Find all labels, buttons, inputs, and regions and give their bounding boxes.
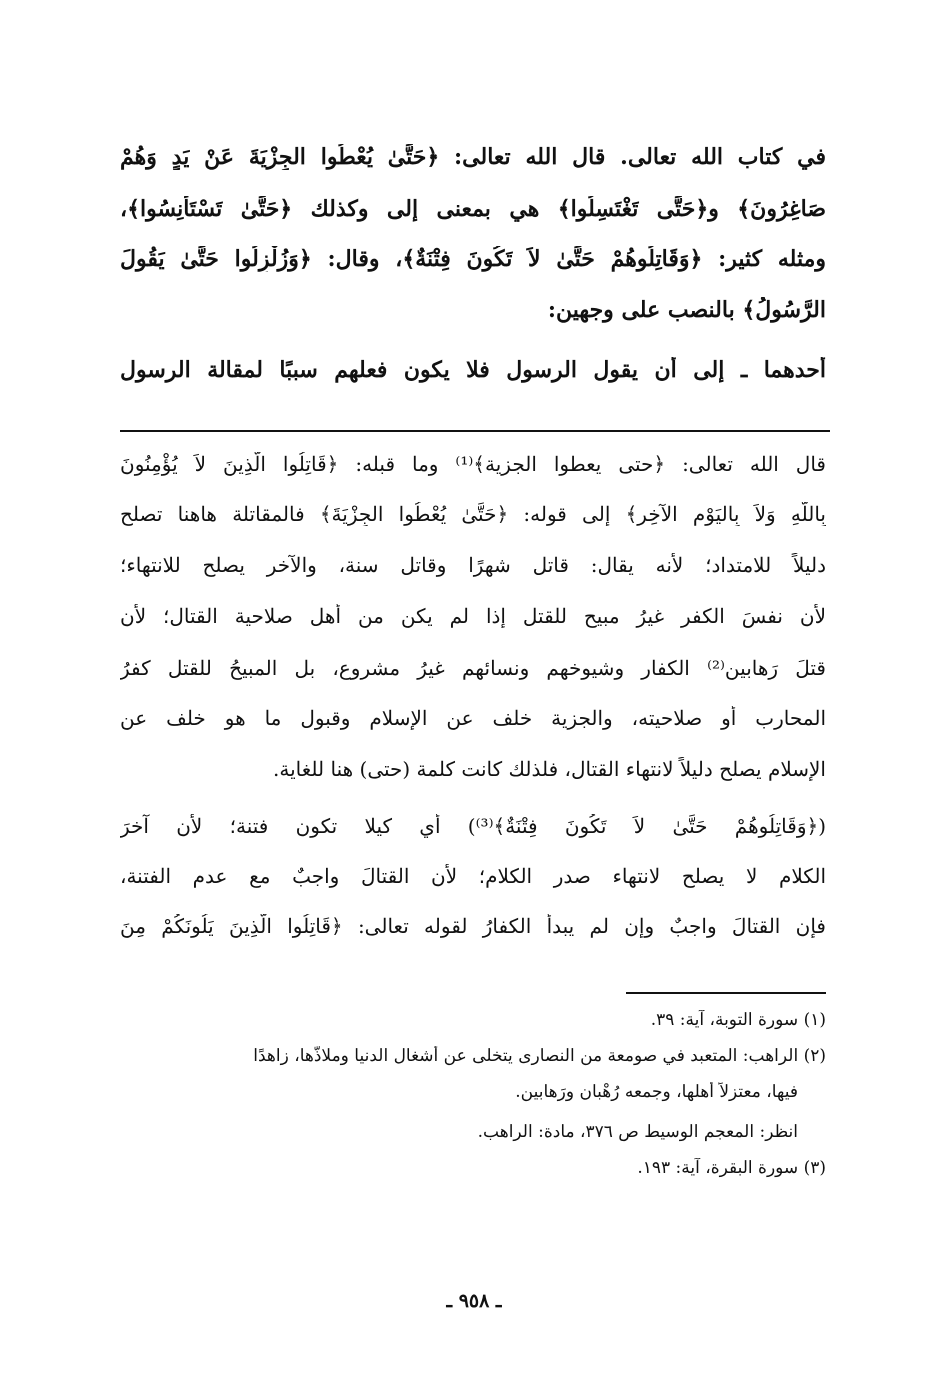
footnote-divider	[626, 992, 826, 994]
main-line-4: الرَّسُولُ﴾ بالنصب على وجهين:	[547, 297, 826, 323]
commentary-line-4: لأن نفسَ الكفر غيرُ مبيح للقتل إذا لم يكن من أهل صلاحية القتال؛ لأن	[120, 604, 826, 628]
commentary-line-6: المحارب أو صلاحيته، والجزية خلف عن الإسلام وقبول ما هو خلف عن	[120, 706, 826, 730]
commentary-line-7: الإسلام يصلح دليلاً لانتهاء القتال، فلذلك كانت كلمة (حتى) هنا للغاية.	[273, 757, 826, 781]
footnote-3: (٣) سورة البقرة، آية: ١٩٣.	[637, 1158, 826, 1178]
footnote-1: (١) سورة التوبة، آية: ٣٩.	[650, 1010, 826, 1030]
main-line-1: في كتاب الله تعالى. قال الله تعالى: ﴿حَتَّىٰ يُعْطُوا الجِزْيَةَ عَنْ يَدٍ وَهُمْ	[120, 144, 826, 170]
commentary-line-3: دليلاً للامتداد؛ لأنه يقال: قاتل شهرًا وقاتل سنة، والآخر يصلح للانتهاء؛	[120, 553, 826, 577]
commentary-line-9: الكلام لا يصلح لانتهاء صدر الكلام؛ لأن القتالَ واجبٌ مع عدم الفتنة،	[120, 864, 826, 888]
main-line-5: أحدهما ـ إلى أن يقول الرسول فلا يكون فعلهم سببًا لمقالة الرسول	[120, 357, 826, 383]
main-line-3: ومثله كثير: ﴿وَقَاتِلُوهُمْ حَتَّىٰ لاَ تَكُونَ فِتْنَةٌ﴾، وقال: ﴿وَزُلْزِلُوا حَتَّىٰ يَقُولَ	[120, 246, 826, 272]
footnote-2-reference: انظر: المعجم الوسيط ص ٣٧٦، مادة: الراهب.	[477, 1122, 798, 1142]
commentary-line-10: فإن القتالَ واجبٌ وإن لم يبدأ الكفارُ لقوله تعالى: ﴿قَاتِلُوا الَّذِينَ يَلُونَكُمْ مِنَ	[120, 914, 826, 938]
commentary-line-1: قال الله تعالى: ﴿حتى يعطوا الجزية﴾⁽¹⁾ وما قبله: ﴿قَاتِلُوا الَّذِينَ لاَ يُؤْمِنُونَ	[120, 452, 826, 476]
commentary-line-8: (﴿وَقَاتِلُوهُمْ حَتَّىٰ لاَ تَكُونَ فِتْنَةٌ﴾⁽³⁾) أي كيلا تكون فتنة؛ لأن آخرَ	[120, 814, 826, 838]
footnote-2-continued: فيها، معتزلاً أهلها، وجمعه رُهْبان ورَهابين.	[515, 1082, 798, 1102]
main-line-2: صَاغِرُونَ﴾ و﴿حَتَّى تَغْتَسِلُوا﴾ هي بمعنى إلى وكذلك ﴿حَتَّىٰ تَسْتَأْنِسُوا﴾،	[120, 196, 826, 222]
footnote-2: (٢) الراهب: المتعبد في صومعة من النصارى يتخلى عن أشغال الدنيا وملاذّها، زاهدًا	[253, 1046, 826, 1066]
section-divider	[120, 430, 830, 432]
commentary-line-2: بِاللَّهِ وَلاَ بِاليَوْمِ الآخِرِ﴾ إلى قوله: ﴿حَتَّىٰ يُعْطُوا الجِزْيَةَ﴾ فالمقاتلة هاهنا تصلح	[120, 502, 826, 526]
commentary-line-5: قتلَ رَهابين⁽²⁾ الكفار وشيوخهم ونسائهم غيرُ مشروع، بل المبيحُ للقتل كفرُ	[120, 656, 826, 680]
page-number: ـ ٩٥٨ ـ	[446, 1290, 502, 1312]
